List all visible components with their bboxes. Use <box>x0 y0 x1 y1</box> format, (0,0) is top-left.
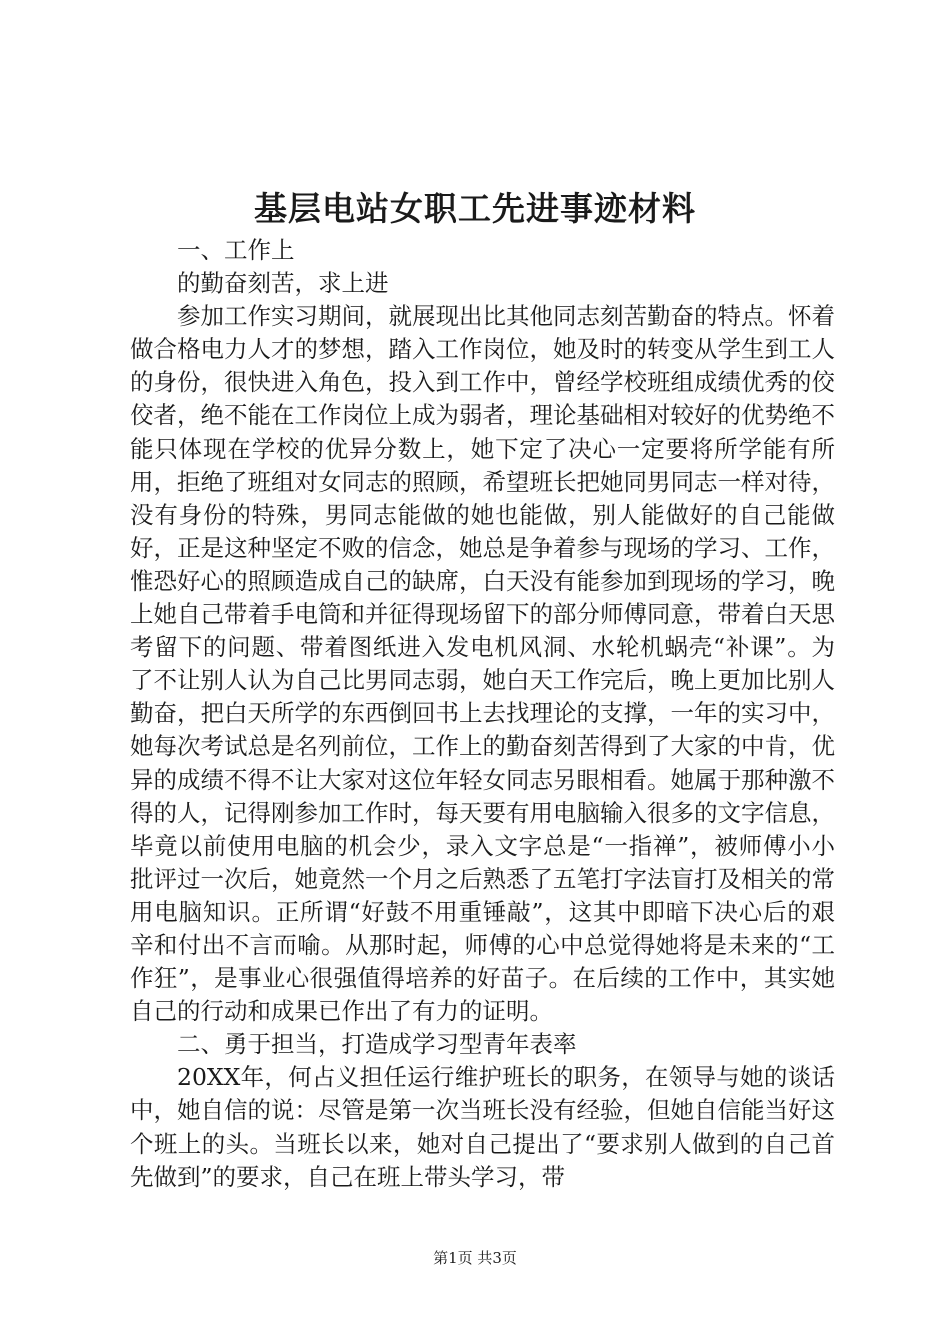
document-title: 基层电站女职工先进事迹材料 <box>254 189 696 228</box>
paragraph-2: 20XX年，何占义担任运行维护班长的职务，在领导与她的谈话中，她自信的说：尽管是第一次当班长没有经验，但她自信能当好这个班上的头。当班长以来，她对自己提出了“要求别人做到的自己首先做到”的要求，自己在班上带头学习，带 <box>130 1063 835 1191</box>
document-body <box>130 234 835 1194</box>
page-footer: 第1页 共3页 <box>433 1249 517 1267</box>
paragraph-1: 参加工作实习期间，就展现出比其他同志刻苦勤奋的特点。怀着做合格电力人才的梦想，踏入工作岗位，她及时的转变从学生到工人的身份，很快进入角色，投入到工作中，曾经学校班组成绩优秀的佼佼者，绝不能在工作岗位上成为弱者，理论基础相对较好的优势绝不能只体现在学校的优异分数上，她下定了决心一定要将所学能有所用，拒绝了班组对女同志的照顾，希望班长把她同男同志一样对待，没有身份的特殊，男同志能做的她也能做，别人能做好的自己能做好，正是这种坚定不败的信念，她总是争着参与现场的学习、工作，惟恐好心的照顾造成自己的缺席，白天没有能参加到现场的学习，晚上她自己带着手电筒和并征得现场留下的部分师傅同意，带着白天思考留下的问题、带着图纸进入发电机风洞、水轮机蜗壳“补课”。为了不让别人认为自己比男同志弱，她白天工作完后，晚上更加比别人勤奋，把白天所学的东西倒回书上去找理论的支撑，一年的实习中，她每次考试总是名列前位，工作上的勤奋刻苦得到了大家的中肯，优异的成绩不得不让大家对这位年轻女同志另眼相看。她属于那种激不得的人，记得刚参加工作时，每天要有用电脑输入很多的文字信息，毕竟以前使用电脑的机会少，录入文字总是“一指禅”，被师傅小小批评过一次后，她竟然一个月之后熟悉了五笔打字法盲打及相关的常用电脑知识。正所谓“好鼓不用重锤敲”，这其中即暗下决心后的艰辛和付出不言而喻。从那时起，师傅的心中总觉得她将是未来的“工作狂”，是事业心很强值得培养的好苗子。在后续的工作中，其实她自己的行动和成果已作出了有力的证明。 <box>130 302 835 1026</box>
section-heading-2: 二、勇于担当，打造成学习型青年表率 <box>177 1030 577 1059</box>
section-heading-1-cont: 的勤奋刻苦，求上进 <box>177 269 389 298</box>
section-heading-1: 一、工作上 <box>177 236 295 264</box>
